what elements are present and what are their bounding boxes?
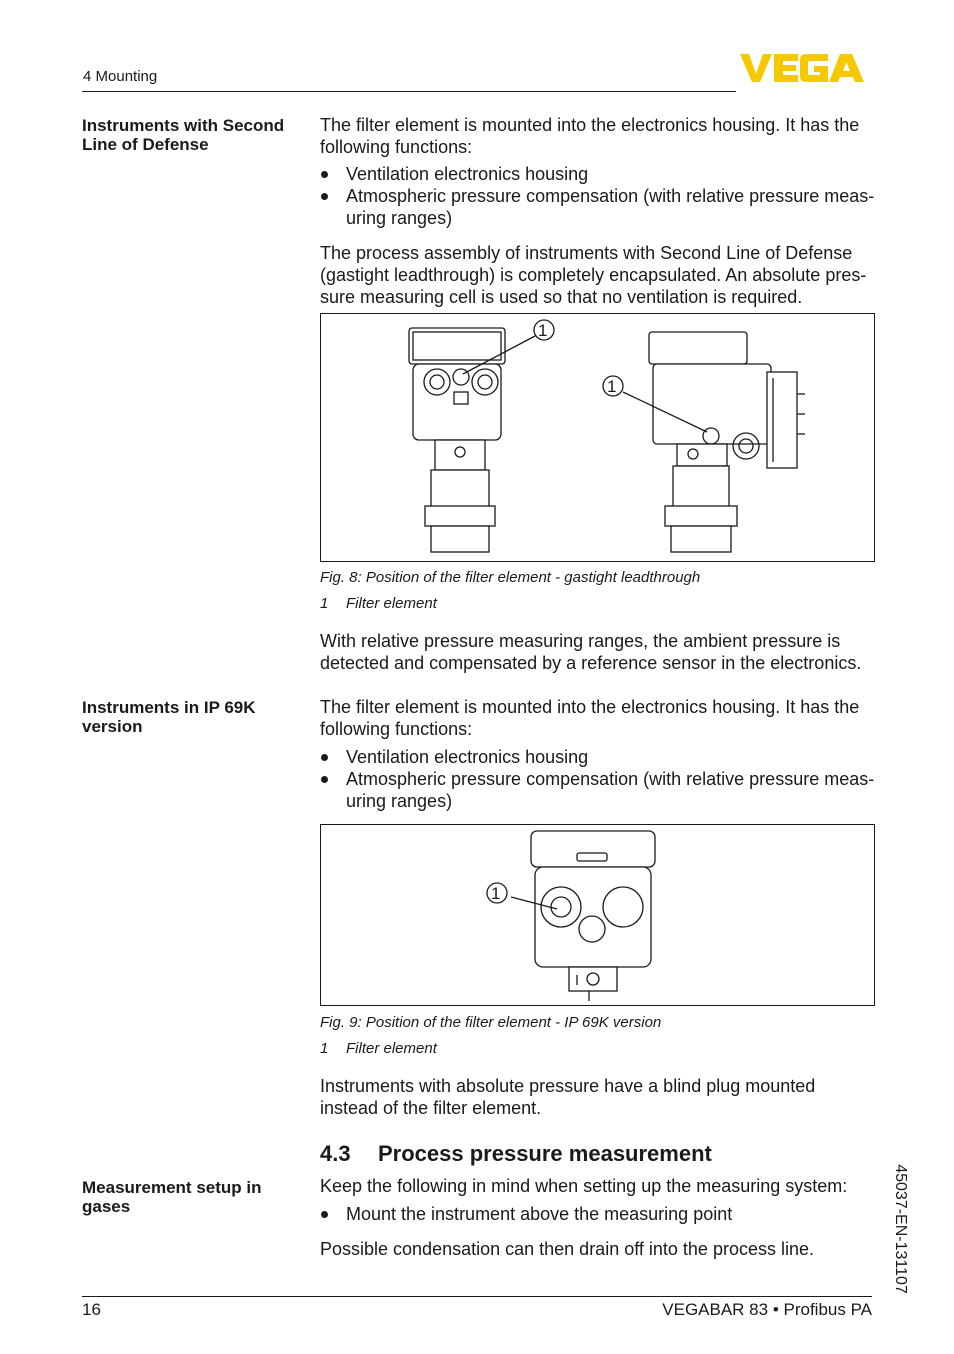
figure-8-legend: 1 Filter element <box>320 595 437 612</box>
figure-8-caption: Fig. 8: Position of the filter element - gastight leadthrough <box>320 569 701 586</box>
product-name: VEGABAR 83 • Profibus PA <box>662 1300 872 1319</box>
vega-logo <box>740 52 872 84</box>
second-line-after: With relative pressure measuring ranges, the ambient pressure is detected and compensated by a reference sensor in the electronics. <box>320 631 862 673</box>
footer-rule <box>82 1296 872 1297</box>
figure-9-box <box>320 824 875 1006</box>
second-line-intro: The filter element is mounted into the electronics housing. It has the following functions: <box>320 115 860 157</box>
callout-1-right: 1 <box>607 377 617 396</box>
page-number: 16 <box>82 1300 101 1319</box>
list-item: Atmospheric pressure compensation (with relative pressure meas-uring ranges) <box>320 185 876 229</box>
section-heading: 4.3 Process pressure measurement <box>320 1141 712 1166</box>
list-item: Atmospheric pressure compensation (with relative pressure meas-uring ranges) <box>320 768 876 812</box>
list-item: Ventilation electronics housing <box>320 746 876 768</box>
figure-8-box <box>320 313 875 562</box>
list-item: Mount the instrument above the measuring point <box>320 1203 876 1225</box>
ip69k-bullets <box>320 746 876 812</box>
header-rule <box>82 91 736 92</box>
side-label-gases: Measurement setup in gases <box>82 1178 262 1216</box>
header-section-label: 4 Mounting <box>83 68 158 85</box>
list-item: Ventilation electronics housing <box>320 163 876 185</box>
document-id: 45037-EN-131107 <box>892 1164 909 1294</box>
callout-1-ip69k: 1 <box>491 884 501 903</box>
second-line-bullets <box>320 163 876 229</box>
process-after: Possible condensation can then drain off into the process line. <box>320 1239 814 1259</box>
side-label-second-line: Instruments with Second Line of Defense <box>82 116 285 154</box>
process-intro: Keep the following in mind when setting up the measuring system: <box>320 1176 848 1196</box>
figure-8-drawing <box>321 314 874 561</box>
ip69k-intro: The filter element is mounted into the electronics housing. It has the following functions: <box>320 697 860 739</box>
second-line-paragraph: The process assembly of instruments with Second Line of Defense (gastight leadthrough) is completely encapsulated. An absolute pres-sure measuring cell is used so that no ventilation is required. <box>320 243 867 307</box>
side-label-ip69k: Instruments in IP 69K version <box>82 698 256 736</box>
figure-9-legend: 1 Filter element <box>320 1040 437 1057</box>
figure-9-drawing <box>321 825 874 1005</box>
callout-1-left: 1 <box>538 321 548 340</box>
ip69k-after: Instruments with absolute pressure have a blind plug mounted instead of the filter element. <box>320 1076 816 1118</box>
process-bullets <box>320 1203 876 1225</box>
figure-9-caption: Fig. 9: Position of the filter element - IP 69K version <box>320 1014 662 1031</box>
